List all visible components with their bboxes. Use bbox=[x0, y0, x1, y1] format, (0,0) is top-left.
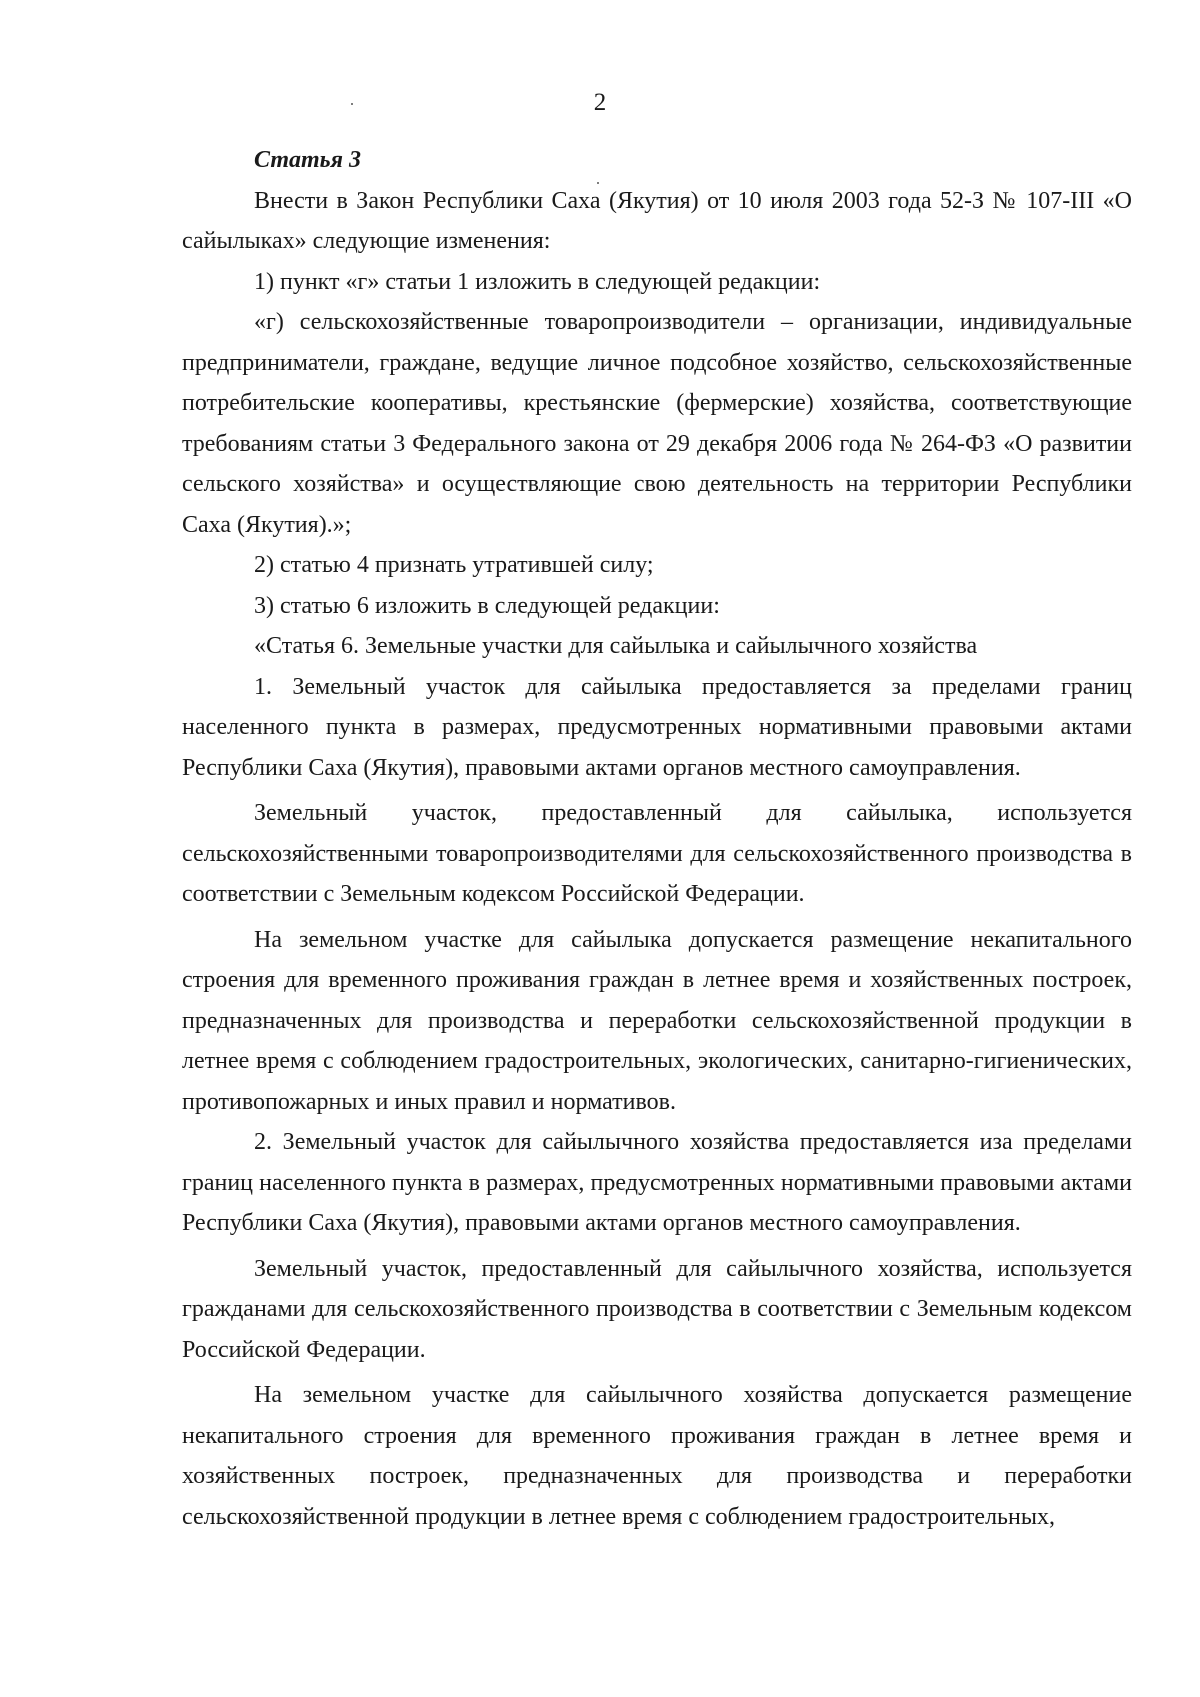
paragraph: 1. Земельный участок для сайылыка предоставляется за пределами границ населенного пункта в размерах, предусмотренных нормативными правовыми актами Республики Саха (Якутия), правовыми актами органов местного самоуправления. bbox=[182, 673, 1132, 781]
article-heading: Статья 3 bbox=[254, 147, 362, 173]
paragraph: На земельном участке для сайылыка допускается размещение некапитального строения для временного проживания граждан в летнее время и хозяйственных построек, предназначенных для производства и переработки сельскохозяйственной продукции в летнее время с соблюдением градостроительных, экологических, санитарно-гигиенических, противопожарных и иных правил и нормативов. bbox=[182, 926, 1132, 1115]
paragraph: 2) статью 4 признать утратившей силу; bbox=[254, 552, 654, 578]
paragraph: «Статья 6. Земельные участки для сайылыка и сайылычного хозяйства bbox=[254, 633, 978, 659]
paragraph: Земельный участок, предоставленный для сайылычного хозяйства, используется гражданами для сельскохозяйственного производства в соответствии с Земельным кодексом Российской Федерации. bbox=[182, 1255, 1132, 1363]
paragraph: «г) сельскохозяйственные товаропроизводители – организации, индивидуальные предприниматели, граждане, ведущие личное подсобное хозяйство, сельскохозяйственные потребительские кооперативы, крестьянские (фермерские) хозяйства, соответствующие требованиям статьи 3 Федерального закона от 29 декабря 2006 года № 264-ФЗ «О развитии сельского хозяйства» и осуществляющие свою деятельность на территории Республики Саха (Якутия).»; bbox=[182, 309, 1132, 538]
page-number: 2 bbox=[593, 89, 607, 116]
paragraph: Земельный участок, предоставленный для сайылыка, используется сельскохозяйственными товаропроизводителями для сельскохозяйственного производства в соответствии с Земельным кодексом Российской Федерации. bbox=[182, 800, 1132, 907]
paragraph: 1) пункт «г» статьи 1 изложить в следующей редакции: bbox=[254, 268, 821, 295]
document-body bbox=[182, 140, 1132, 1537]
paragraph: На земельном участке для сайылычного хозяйства допускается размещение некапитального строения для временного проживания граждан в летнее время и хозяйственных построек, предназначенных для производства и переработки сельскохозяйственной продукции в летнее время с соблюдением градостроительных, bbox=[182, 1382, 1132, 1530]
paragraph: 2. Земельный участок для сайылычного хозяйства предоставляется иза пределами границ населенного пункта в размерах, предусмотренных нормативными правовыми актами Республики Саха (Якутия), правовыми актами органов местного самоуправления. bbox=[182, 1129, 1132, 1236]
paragraph: Внести в Закон Республики Саха (Якутия) от 10 июля 2003 года 52-З № 107-III «О сайылыках» следующие изменения: bbox=[182, 187, 1132, 254]
paragraph: 3) статью 6 изложить в следующей редакции: bbox=[254, 592, 720, 619]
scan-speck bbox=[351, 103, 353, 105]
